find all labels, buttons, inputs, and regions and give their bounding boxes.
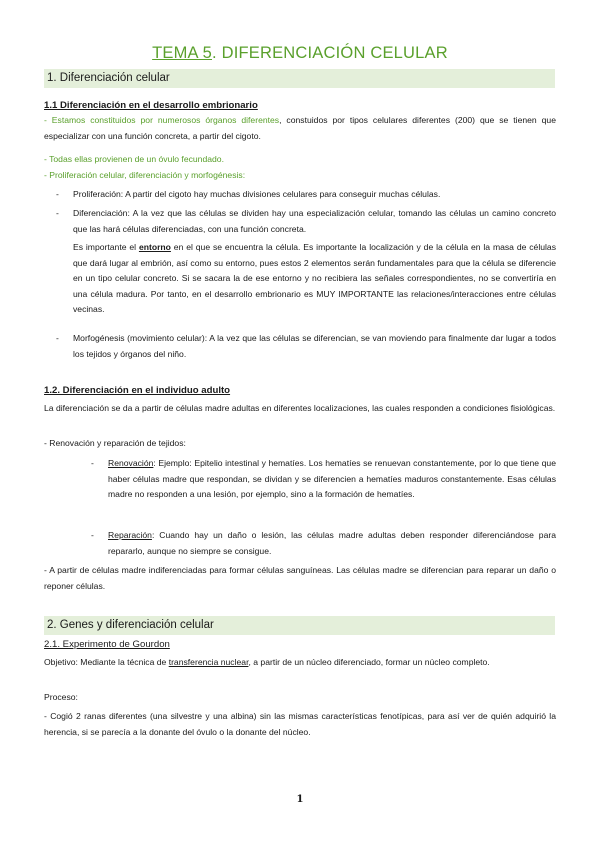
paragraph-objetivo: [44, 655, 556, 671]
list-dash: -: [91, 530, 94, 540]
title-tema: TEMA 5: [152, 44, 213, 62]
list-dash: -: [91, 458, 94, 468]
entorno-before: Es importante el: [73, 242, 139, 252]
paragraph-proceso: - Cogió 2 ranas diferentes (una silvestre y una albina) sin las mismas características fenotípicas, para así ver de quién adquirió la herencia, si se parecía a la donante del óvulo o la donante del núcleo.: [44, 711, 556, 737]
list-dash: -: [56, 333, 59, 343]
paragraph-green-text: - Estamos constituidos por numerosos órganos diferentes: [44, 115, 280, 125]
paragraph-1-1-a: [44, 113, 556, 144]
renovacion-text: : Ejemplo: Epitelio intestinal y hematíes. Los hematíes se renuevan constantemente, por lo que tiene que haber células madre que respondan, se dividan y se diferencien a hematíes maduros constantemente. Esas células madre no responden a una lesión, por ejemplo, sino a la formación de hematíes.: [108, 458, 556, 500]
title-rest: . DIFERENCIACIÓN CELULAR: [212, 44, 448, 62]
paragraph-1-2-c: - A partir de células madre indiferenciadas para formar células sanguíneas. Las células madre se diferencian para reparar un daño o reponer células.: [44, 565, 556, 591]
paragraph-1-2-b: - Renovación y reparación de tejidos:: [44, 438, 186, 448]
reparacion-text: : Cuando hay un daño o lesión, las células madre adultas deben responder diferenciándose para repararlo, aunque no siempre se consigue.: [108, 530, 556, 556]
subsection-1-1-heading: 1.1 Diferenciación en el desarrollo embrionario: [44, 100, 258, 111]
entorno-after: en el que se encuentra la célula. Es importante la localización y de la célula en la masa de células que dará lugar al embrión, así como su entorno, pues estos 2 elementos serán fundamentales para que la célula se diferencie en un tipo celular concreto. Si se sacara la de ese entorno y no recibiera las señales correspondientes, no se convertiría en una célula madura. Por tanto, en el desarrollo embrionario es MUY IMPORTANTE las relaciones/interacciones entre células vecinas.: [73, 242, 557, 315]
document-title: [0, 44, 600, 63]
section-2-heading: 2. Genes y diferenciación celular: [44, 616, 555, 635]
subsection-1-2-heading: 1.2. Diferenciación en el individuo adulto: [44, 385, 231, 396]
renovacion-label: Renovación: [108, 458, 154, 468]
page-number: 1: [296, 794, 304, 805]
list-dash: -: [56, 208, 59, 218]
list-item-proliferacion: Proliferación: A partir del cigoto hay muchas divisiones celulares para conseguir muchas células.: [73, 189, 441, 199]
paragraph-1-2-a: La diferenciación se da a partir de células madre adultas en diferentes localizaciones, las cuales responden a condiciones fisiológicas.: [44, 403, 556, 413]
objetivo-after: , a partir de un núcleo diferenciado, formar un núcleo completo.: [248, 657, 490, 667]
reparacion-label: Reparación: [108, 530, 152, 540]
paragraph-proceso-label: Proceso:: [44, 692, 78, 702]
paragraph-rest-text: , constuidos por tipos celulares diferentes (200) que se tienen que especializar con una función concreta, a partir del cigoto.: [44, 115, 556, 141]
list-item-reparacion: [108, 528, 556, 559]
objetivo-before: Objetivo: Mediante la técnica de: [44, 657, 169, 667]
list-item-renovacion: [108, 456, 556, 503]
list-dash: -: [56, 189, 59, 199]
subsection-2-1-heading: 2.1. Experimento de Gourdon: [44, 639, 170, 650]
list-item-diferenciacion: Diferenciación: A la vez que las células se dividen hay una especialización celular, tomando las células un camino concreto que las hará células diferenciadas, con una función concreta.: [73, 208, 556, 234]
objetivo-term: transferencia nuclear: [168, 657, 249, 667]
entorno-keyword: entorno: [138, 242, 171, 252]
paragraph-entorno: [73, 240, 556, 318]
list-item-morfogenesis: Morfogénesis (movimiento celular): A la vez que las células se diferencian, se van moviendo para finalmente dar lugar a todos los tejidos y órganos del niño.: [73, 333, 556, 359]
paragraph-1-1-c: - Proliferación celular, diferenciación y morfogénesis:: [44, 170, 246, 180]
section-1-heading: 1. Diferenciación celular: [44, 69, 555, 88]
paragraph-1-1-b: - Todas ellas provienen de un óvulo fecundado.: [44, 154, 224, 164]
